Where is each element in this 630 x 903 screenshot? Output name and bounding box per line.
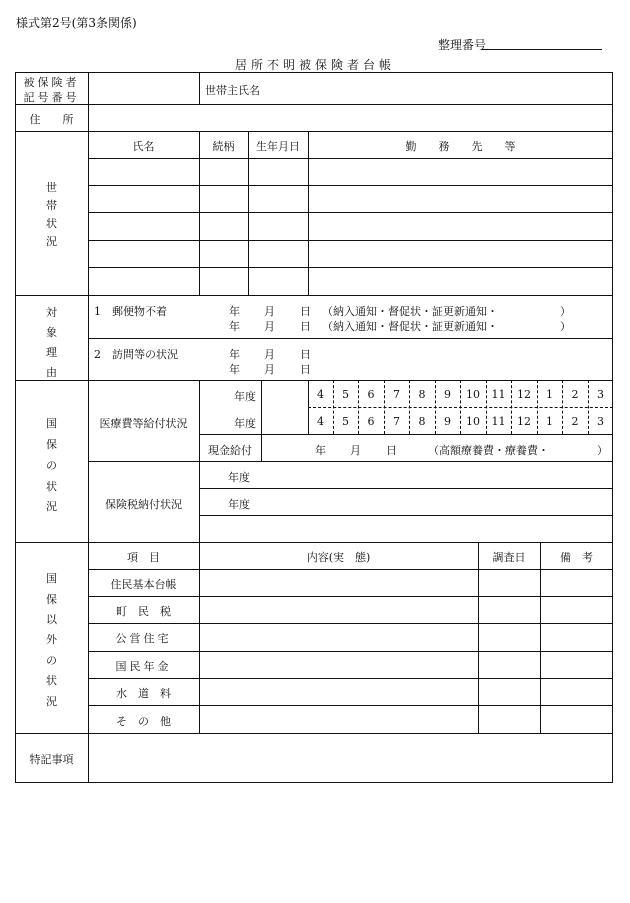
reason-date-month-4: 月 (264, 363, 275, 376)
month-cell: 10 (466, 415, 480, 428)
month-cell: 4 (317, 415, 324, 428)
other-section-label-4: 外 (46, 633, 57, 646)
month-cell: 11 (491, 415, 506, 428)
month-cell: 12 (517, 415, 531, 428)
item-water-fee: 水 道 料 (116, 687, 171, 700)
month-cell: 6 (367, 388, 375, 401)
reason-date-month-2: 月 (264, 320, 275, 333)
item-resident-register: 住民基本台帳 (110, 578, 177, 591)
cash-date-year: 年 (315, 444, 326, 457)
month-cell: 12 (517, 388, 531, 401)
month-cell: 1 (546, 415, 553, 428)
reason-date-day-3: 日 (300, 348, 311, 361)
tax-fiscal-year-1: 年度 (228, 471, 250, 484)
serial-number-field[interactable] (482, 49, 602, 50)
reason-date-month-3: 月 (264, 348, 275, 361)
ni-section-label-4: 状 (46, 480, 57, 493)
form-code: 様式第2号(第3条関係) (16, 16, 137, 30)
month-cell: 3 (597, 415, 604, 428)
other-section-label-3: 以 (46, 613, 57, 626)
reason-section-label-2: 象 (46, 326, 57, 339)
page-title: 居所不明被保険者台帳 (234, 58, 395, 72)
ni-section-label-3: の (46, 459, 57, 472)
reason-date-day-4: 日 (300, 363, 311, 376)
other-section-label-7: 況 (46, 695, 57, 708)
medical-benefit-label: 医療費等給付状況 (99, 417, 188, 430)
item-national-pension: 国民年金 (115, 660, 172, 673)
item-public-housing: 公営住宅 (115, 632, 172, 645)
address-field[interactable] (89, 105, 612, 130)
reason-date-year-3: 年 (229, 348, 240, 361)
month-cell: 8 (418, 415, 426, 428)
household-section-label: 世 (46, 181, 57, 194)
cash-benefit-close: ） (597, 444, 608, 457)
reason-date-month-1: 月 (264, 305, 275, 318)
month-cell: 2 (571, 388, 579, 401)
month-cell: 7 (393, 388, 400, 401)
reason-date-year-4: 年 (229, 363, 240, 376)
tax-payment-label: 保険税納付状況 (105, 498, 182, 511)
cash-date-month: 月 (350, 444, 361, 457)
column-birthdate: 生年月日 (256, 140, 300, 153)
month-cell: 3 (597, 388, 604, 401)
remarks-field[interactable] (89, 734, 611, 781)
month-cell: 11 (491, 388, 506, 401)
month-cell: 9 (444, 388, 451, 401)
month-cell: 1 (546, 388, 553, 401)
reason-close-2: ） (560, 320, 571, 333)
other-section-label-2: 保 (46, 593, 57, 606)
fiscal-year-label-1: 年度 (234, 390, 256, 403)
fiscal-year-field-2[interactable] (262, 408, 307, 433)
ni-section-label: 国 (46, 417, 57, 430)
column-item: 項 目 (127, 551, 160, 564)
remarks-label: 特記事項 (29, 753, 74, 766)
column-remarks: 備 考 (560, 551, 593, 564)
reason-date-year-1: 年 (229, 305, 240, 318)
column-workplace: 勤 務 先 等 (405, 140, 516, 153)
head-of-household-field[interactable] (270, 73, 612, 103)
month-cell: 6 (367, 415, 375, 428)
ni-section-label-5: 況 (46, 500, 57, 513)
column-relationship: 続柄 (212, 140, 235, 153)
insured-number-field[interactable] (89, 73, 198, 103)
tax-fiscal-year-2: 年度 (228, 498, 250, 511)
household-section-label-4: 況 (46, 235, 57, 248)
month-cell: 5 (342, 388, 349, 401)
fiscal-year-field-1[interactable] (262, 381, 307, 406)
other-section-label: 国 (46, 572, 57, 585)
cash-benefit-label: 現金給付 (208, 444, 252, 457)
household-section-label-2: 帯 (46, 199, 57, 212)
other-section-label-5: の (46, 654, 57, 667)
cash-date-day: 日 (386, 444, 397, 457)
reason-visit-status: 2 訪問等の状況 (94, 348, 178, 361)
item-other: そ の 他 (116, 715, 171, 728)
other-section-label-6: 状 (46, 674, 57, 687)
reason-section-label-3: 理 (46, 346, 57, 359)
reason-date-day-1: 日 (300, 305, 311, 318)
household-member-rows[interactable] (89, 159, 612, 294)
month-cell: 4 (317, 388, 324, 401)
month-cell: 8 (418, 388, 426, 401)
reason-section-label: 対 (46, 306, 57, 319)
item-municipal-tax: 町 民 税 (116, 605, 171, 618)
reason-date-year-2: 年 (229, 320, 240, 333)
reason-date-day-2: 日 (300, 320, 311, 333)
serial-number-label: 整理番号 (438, 38, 487, 52)
month-cell: 2 (571, 415, 579, 428)
insured-number-label-2: 記号番号 (23, 91, 80, 104)
column-survey-date: 調査日 (492, 551, 526, 564)
household-section-label-3: 状 (46, 217, 57, 230)
fiscal-year-label-2: 年度 (234, 417, 256, 430)
month-cell: 5 (342, 415, 349, 428)
head-of-household-label: 世帯主氏名 (205, 84, 260, 97)
reason-section-label-4: 由 (46, 366, 57, 379)
month-cell: 9 (444, 415, 451, 428)
reason-notice-2: （納入通知・督促状・証更新通知・ (322, 320, 498, 333)
cash-benefit-note: （高額療養費・療養費・ (428, 444, 549, 457)
reason-close-1: ） (560, 305, 571, 318)
column-content: 内容(実 態) (306, 551, 371, 564)
reason-notice-1: （納入通知・督促状・証更新通知・ (322, 305, 498, 318)
month-cell: 10 (466, 388, 480, 401)
address-label: 住 所 (29, 113, 74, 126)
insured-number-label-1: 被保険者 (23, 76, 80, 89)
reason-mail-undeliverable: 1 郵便物不着 (94, 305, 167, 318)
ni-section-label-2: 保 (46, 438, 57, 451)
month-cell: 7 (393, 415, 400, 428)
column-name: 氏名 (132, 140, 155, 153)
